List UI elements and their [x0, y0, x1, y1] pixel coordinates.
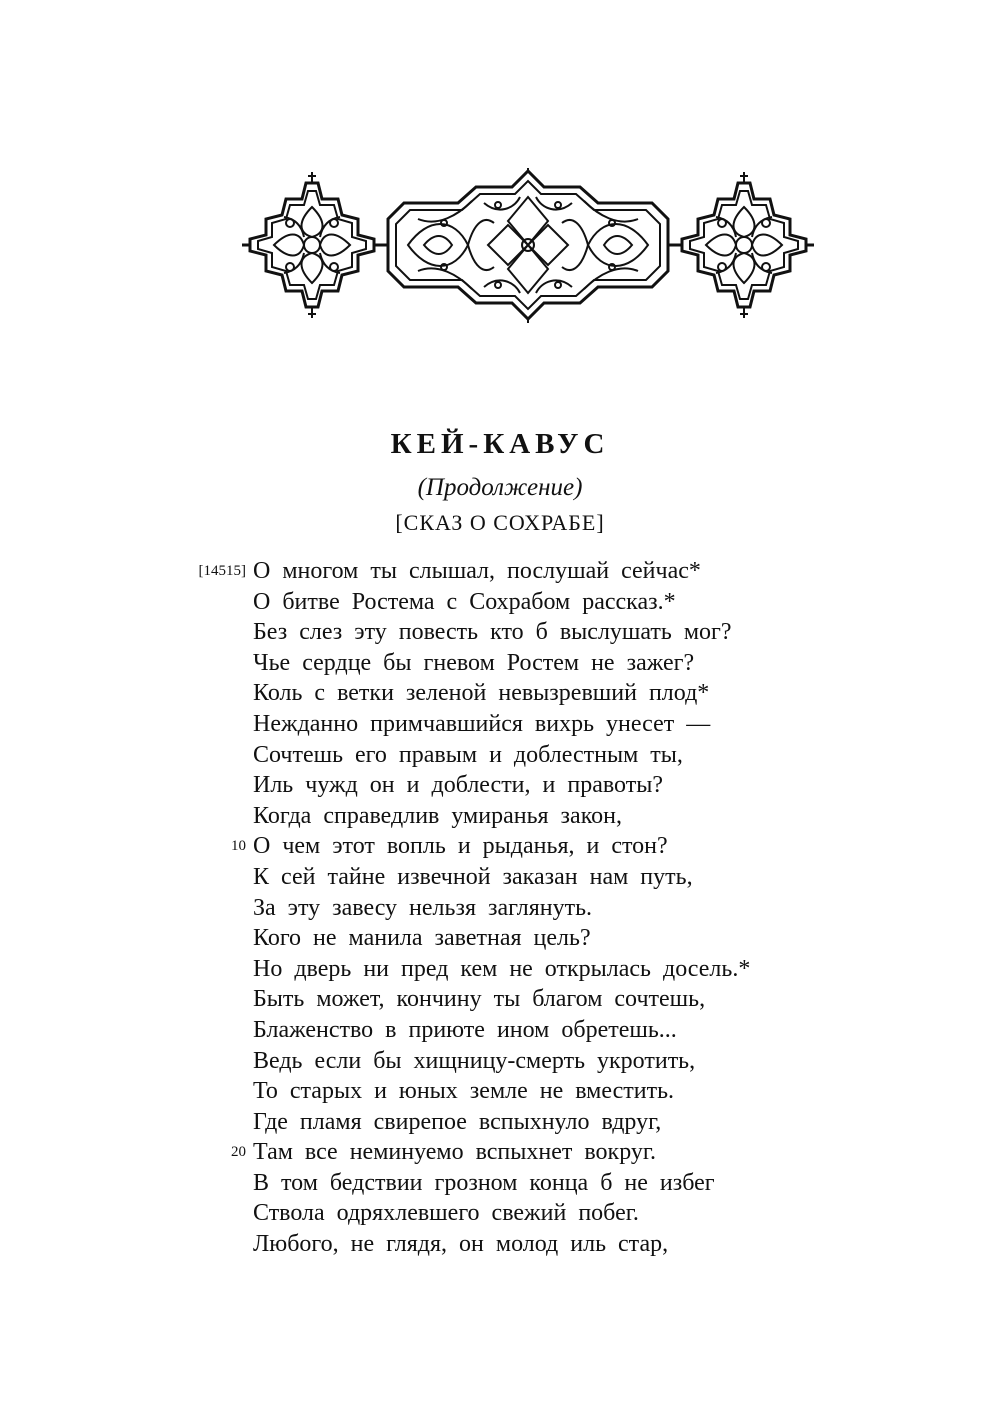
verse-text: Сочтешь его правым и доблестным ты, — [253, 741, 683, 768]
verse-text: Там все неминуемо вспыхнет вокруг. — [253, 1139, 657, 1166]
verse-line — [170, 1198, 850, 1229]
verse-line — [170, 831, 850, 862]
verse-line — [170, 770, 850, 801]
verse-line — [170, 587, 850, 618]
verse-text: О битве Ростема с Сохрабом рассказ.* — [253, 588, 676, 615]
verse-line — [170, 984, 850, 1015]
verse-text: Ведь если бы хищницу-смерть укротить, — [253, 1047, 696, 1074]
verse-line — [170, 556, 850, 587]
verse-line — [170, 801, 850, 832]
verse-line — [170, 709, 850, 740]
verse-text: Любого, не глядя, он молод иль стар, — [253, 1231, 669, 1258]
verse-line — [170, 678, 850, 709]
verse-line — [170, 1015, 850, 1046]
verse-line — [170, 1168, 850, 1199]
verse-line — [170, 1229, 850, 1260]
verse-text: Нежданно примчавшийся вихрь унесет — — [253, 710, 711, 737]
verse-line — [170, 893, 850, 924]
arabesque-ornament-icon — [242, 168, 814, 323]
line-number: [14515] — [198, 563, 246, 579]
verse-text: Где пламя свирепое вспыхнуло вдруг, — [253, 1108, 662, 1135]
verse-text: Когда справедлив умиранья закон, — [253, 802, 622, 829]
verse-text: Ствола одряхлевшего свежий побег. — [253, 1200, 639, 1227]
verse-text: То старых и юных земле не вместить. — [253, 1078, 675, 1105]
verse-line — [170, 740, 850, 771]
verse-line — [170, 617, 850, 648]
verse-text: О чем этот вопль и рыданья, и стон? — [253, 833, 668, 860]
verse-text: В том бедствии грозном конца б не избег — [253, 1169, 715, 1196]
verse-line — [170, 923, 850, 954]
chapter-subtitle: (Продолжение) — [417, 474, 583, 501]
verse-line — [170, 648, 850, 679]
verse-line — [170, 954, 850, 985]
verse-text: Но дверь ни пред кем не открылась досель.* — [253, 955, 751, 982]
verse-text: К сей тайне извечной заказан нам путь, — [253, 863, 693, 890]
line-number: 10 — [231, 838, 246, 855]
verse-text: Чье сердце бы гневом Ростем не зажег? — [253, 649, 695, 676]
verse-text: Кого не манила заветная цель? — [253, 925, 591, 952]
verse-text: Блаженство в приюте ином обретешь... — [253, 1016, 677, 1043]
verse-text: Быть может, кончину ты благом сочтешь, — [253, 986, 706, 1013]
line-number: 20 — [231, 1144, 246, 1161]
chapter-title: КЕЙ-КАВУС — [390, 428, 610, 460]
verse-line — [170, 1046, 850, 1077]
verse-text: Коль с ветки зеленой невызревший плод* — [253, 680, 710, 707]
verse-text: За эту завесу нельзя заглянуть. — [253, 894, 593, 921]
verse-text: Иль чужд он и доблести, и правоты? — [253, 772, 663, 799]
verse-text: Без слез эту повесть кто б выслушать мог? — [253, 619, 732, 646]
verse-line — [170, 1137, 850, 1168]
verse-line — [170, 1107, 850, 1138]
verse-line — [170, 862, 850, 893]
poem-verses — [170, 556, 850, 1260]
verse-text: О многом ты слышал, послушай сейчас* — [253, 558, 701, 584]
section-heading: [СКАЗ О СОХРАБЕ] — [395, 510, 605, 535]
verse-line — [170, 1076, 850, 1107]
